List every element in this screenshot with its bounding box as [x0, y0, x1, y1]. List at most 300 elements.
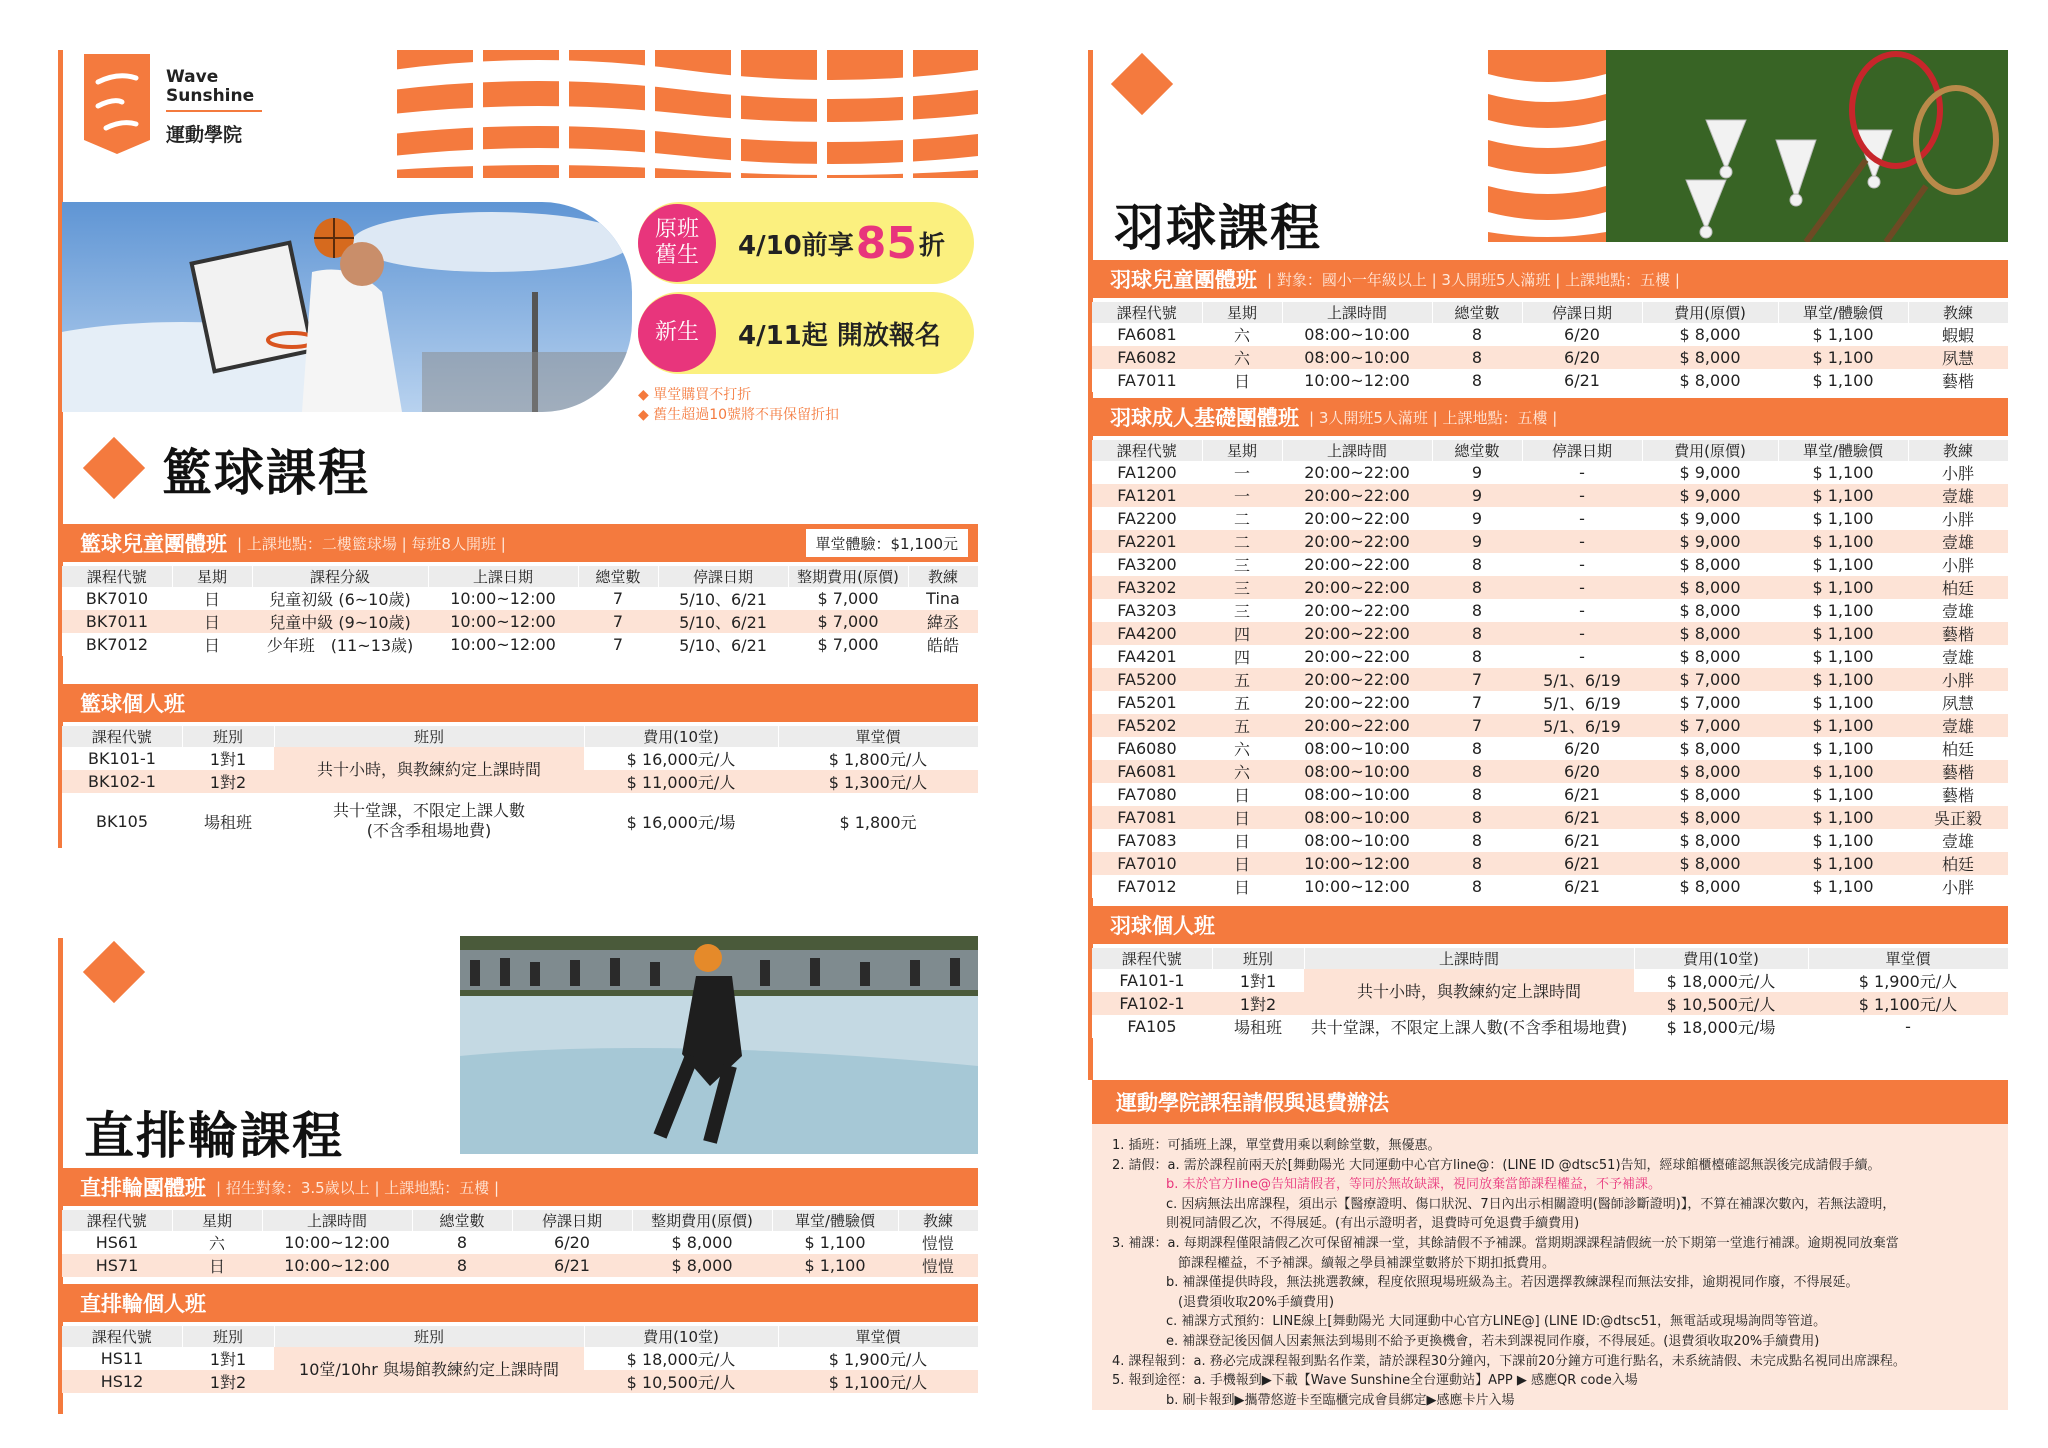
col-header: 總堂數	[1432, 302, 1522, 323]
skating-private-header	[62, 1284, 978, 1322]
policy-list	[1112, 1136, 1992, 1410]
cell: 1對2	[182, 1370, 274, 1393]
col-header: 上課時間	[1282, 302, 1432, 323]
cell: 20:00~22:00	[1282, 553, 1432, 576]
cell: 10:00~12:00	[262, 1231, 412, 1254]
policy-line: c. 補課方式預約：LINE線上[舞動陽光 大同運動中心官方LINE@] (LINE ID:@dtsc51，無電話或現場詢問等管道。	[1166, 1314, 1827, 1330]
cell: $ 16,000元/人	[584, 747, 778, 770]
table-row	[62, 1254, 978, 1277]
cell: 1對1	[1212, 969, 1304, 992]
cell: 柏廷	[1908, 576, 2008, 599]
cell: 5/1、6/19	[1522, 691, 1642, 714]
cell: 緯丞	[908, 610, 978, 633]
cell: FA4200	[1092, 622, 1202, 645]
cell: -	[1522, 507, 1642, 530]
col-header: 星期	[172, 1210, 262, 1231]
col-header: 星期	[1202, 440, 1282, 461]
cell: 7	[1432, 691, 1522, 714]
bar-title: 直排輪團體班	[80, 1176, 206, 1200]
cell: FA7011	[1092, 369, 1202, 392]
col-header: 停課日期	[1522, 302, 1642, 323]
cell: 6/21	[1522, 783, 1642, 806]
col-header: 上課時間	[1304, 948, 1634, 969]
cell: FA6080	[1092, 737, 1202, 760]
cell: FA3200	[1092, 553, 1202, 576]
col-header: 整期費用(原價)	[632, 1210, 772, 1231]
cell: -	[1522, 484, 1642, 507]
cell: 20:00~22:00	[1282, 691, 1432, 714]
cell: 5/10、6/21	[658, 610, 788, 633]
cell: $ 8,000	[1642, 622, 1778, 645]
rental-desc-1: 共十堂課，不限定上課人數	[332, 801, 525, 820]
col-header: 整期費用(原價)	[788, 566, 908, 587]
table-row	[1092, 1015, 2008, 1038]
cell: $ 8,000	[1642, 369, 1778, 392]
cell: 5/1、6/19	[1522, 668, 1642, 691]
cell: FA101-1	[1092, 969, 1212, 992]
cell: 6/21	[1522, 829, 1642, 852]
cell: 一	[1202, 461, 1282, 484]
cell: FA105	[1092, 1015, 1212, 1038]
cell: -	[1522, 576, 1642, 599]
cell: $ 1,100	[1778, 323, 1908, 346]
promo-notes	[638, 385, 839, 425]
cell: 8	[1432, 852, 1522, 875]
cell: FA7010	[1092, 852, 1202, 875]
cell: $ 10,500元/人	[584, 1370, 778, 1393]
col-header: 上課時間	[262, 1210, 412, 1231]
cell: 8	[1432, 829, 1522, 852]
cell: $ 1,100	[1778, 599, 1908, 622]
cell: $ 1,800元	[778, 793, 978, 849]
cell: $ 18,000元/人	[1634, 969, 1808, 992]
col-header: 停課日期	[512, 1210, 632, 1231]
cell: $ 1,100	[1778, 829, 1908, 852]
cell: 場租班	[182, 793, 274, 849]
table-row	[1092, 484, 2008, 507]
brand-subtitle: 運動學院	[166, 124, 243, 146]
badminton-private-table	[1092, 948, 2009, 1038]
promo-note: ◆ 舊生超過10號將不再保留折扣	[638, 407, 840, 423]
table-row	[62, 633, 978, 656]
cell: HS11	[62, 1347, 182, 1370]
cell: 少年班 (11~13歲)	[252, 633, 428, 656]
col-header: 課程代號	[62, 1326, 182, 1347]
cell: 7	[578, 610, 658, 633]
cell: $ 1,100	[1778, 760, 1908, 783]
cell: $ 1,100	[1778, 806, 1908, 829]
col-header: 課程代號	[62, 566, 172, 587]
cell: $ 16,000元/場	[584, 793, 778, 849]
col-header: 費用(10堂)	[584, 726, 778, 747]
cell: 三	[1202, 576, 1282, 599]
cell: 六	[1202, 760, 1282, 783]
cell: BK101-1	[62, 747, 182, 770]
cell: HS12	[62, 1370, 182, 1393]
cell: FA1201	[1092, 484, 1202, 507]
cell: 08:00~10:00	[1282, 346, 1432, 369]
table-row	[1092, 461, 2008, 484]
cell: 10:00~12:00	[1282, 369, 1432, 392]
cell: 8	[1432, 553, 1522, 576]
cell: -	[1522, 622, 1642, 645]
cell: BK102-1	[62, 770, 182, 793]
cell: 7	[578, 587, 658, 610]
brand-logo	[84, 54, 314, 162]
cell: -	[1522, 530, 1642, 553]
cell: 日	[1202, 783, 1282, 806]
cell: $ 1,100	[1778, 461, 1908, 484]
col-header: 單堂/體驗價	[1778, 440, 1908, 461]
policy-section	[1092, 1080, 2008, 1410]
right-page	[1088, 50, 2008, 1412]
cell: 日	[1202, 806, 1282, 829]
wave-logo-icon	[84, 54, 150, 154]
cell: 夙慧	[1908, 346, 2008, 369]
section-title-basketball: 籃球課程	[162, 444, 370, 502]
cell: 8	[1432, 346, 1522, 369]
table-row	[1092, 346, 2008, 369]
skating-group-table	[62, 1210, 979, 1277]
cell: 10堂/10hr 與場館教練約定上課時間	[274, 1347, 584, 1393]
cell: $ 9,000	[1642, 530, 1778, 553]
cell: 藝楷	[1908, 760, 2008, 783]
policy-line: b. 未於官方line@告知請假者，等同於無故缺課，視同放棄當節課程權益，不予補課。	[1166, 1177, 1661, 1193]
col-header: 單堂/體驗價	[1778, 302, 1908, 323]
promo-text-pre: 4/10前享	[738, 230, 854, 261]
cell: 08:00~10:00	[1282, 806, 1432, 829]
cell: $ 1,100	[1778, 576, 1908, 599]
cell: $ 8,000	[1642, 553, 1778, 576]
cell: $ 8,000	[1642, 346, 1778, 369]
cell: $ 1,300元/人	[778, 770, 978, 793]
cell: 20:00~22:00	[1282, 484, 1432, 507]
trial-price-badge: 單堂體驗：$1,100元	[806, 529, 969, 557]
cell: 6/21	[1522, 852, 1642, 875]
basketball-hero-photo	[62, 202, 632, 412]
col-header: 班別	[274, 1326, 584, 1347]
diamond-icon	[1111, 53, 1173, 115]
cell: $ 8,000	[1642, 852, 1778, 875]
cell: $ 1,100	[1778, 369, 1908, 392]
table-row	[1092, 969, 2008, 992]
badminton-adult-header	[1092, 398, 2008, 436]
col-header: 費用(原價)	[1642, 302, 1778, 323]
promo-badge	[638, 204, 716, 282]
cell: 壹雄	[1908, 829, 2008, 852]
cell: 柏廷	[1908, 852, 2008, 875]
cell: 四	[1202, 622, 1282, 645]
cell: 日	[172, 633, 252, 656]
cell: 20:00~22:00	[1282, 461, 1432, 484]
col-header: 教練	[908, 566, 978, 587]
cell: 8	[1432, 737, 1522, 760]
cell: 壹雄	[1908, 484, 2008, 507]
cell: 壹雄	[1908, 599, 2008, 622]
cell: FA7012	[1092, 875, 1202, 898]
cell: 四	[1202, 645, 1282, 668]
cell: 共十堂課，不限定上課人數(不含季租場地費)	[1304, 1015, 1634, 1038]
section-title-badminton: 羽球課程	[1114, 199, 1322, 257]
policy-line: 則視同請假乙次，不得展延。(有出示證明者，退費時可免退費手續費用)	[1166, 1216, 1580, 1232]
cell: 8	[1432, 622, 1522, 645]
policy-line: 1. 插班：可插班上課，單堂費用乘以剩餘堂數，無優惠。	[1112, 1138, 1441, 1153]
skating-group-header	[62, 1168, 978, 1206]
cell: $ 8,000	[1642, 599, 1778, 622]
promo-text: 4/11起 開放報名	[738, 320, 941, 351]
cell: 8	[1432, 576, 1522, 599]
col-header: 費用(原價)	[1642, 440, 1778, 461]
cell: 6/20	[1522, 760, 1642, 783]
cell: 兒童中級 (9~10歲)	[252, 610, 428, 633]
badminton-kids-table	[1092, 302, 2009, 392]
cell: $ 8,000	[1642, 323, 1778, 346]
cell: 小胖	[1908, 668, 2008, 691]
col-header: 上課日期	[428, 566, 578, 587]
col-header: 停課日期	[658, 566, 788, 587]
cell: 日	[172, 610, 252, 633]
cell: 20:00~22:00	[1282, 668, 1432, 691]
table-row	[62, 747, 978, 770]
cell: 20:00~22:00	[1282, 530, 1432, 553]
cell: 20:00~22:00	[1282, 714, 1432, 737]
table-row	[62, 610, 978, 633]
col-header: 課程分級	[252, 566, 428, 587]
cell: $ 8,000	[1642, 576, 1778, 599]
col-header: 班別	[182, 1326, 274, 1347]
cell: 10:00~12:00	[428, 633, 578, 656]
cell: 藝楷	[1908, 369, 2008, 392]
cell: 二	[1202, 530, 1282, 553]
col-header: 班別	[1212, 948, 1304, 969]
cell: Tina	[908, 587, 978, 610]
section-title-skating: 直排輪課程	[84, 1107, 344, 1165]
cell: 六	[1202, 346, 1282, 369]
cell: 6/21	[1522, 369, 1642, 392]
cell: 8	[1432, 806, 1522, 829]
promo-badge-line2: 舊生	[654, 243, 699, 268]
col-header: 總堂數	[1432, 440, 1522, 461]
cell: 6/20	[1522, 737, 1642, 760]
cell: 小胖	[1908, 461, 2008, 484]
promo-text-post: 折	[919, 230, 946, 261]
table-row	[62, 1231, 978, 1254]
cell: 6/20	[1522, 323, 1642, 346]
cell: 場租班	[1212, 1015, 1304, 1038]
col-header: 課程代號	[1092, 948, 1212, 969]
cell: $ 1,100	[1778, 346, 1908, 369]
cell: 6/21	[512, 1254, 632, 1277]
cell: 8	[412, 1231, 512, 1254]
cell: 日	[1202, 369, 1282, 392]
cell: $ 9,000	[1642, 507, 1778, 530]
skating-photo	[460, 936, 978, 1154]
col-header: 課程代號	[62, 726, 182, 747]
policy-line: e. 補課登記後因個人因素無法到場則不給予更換機會，若未到課視同作廢，不得展延。(退費須收取20%手續費用)	[1166, 1333, 1820, 1349]
table-row	[1092, 714, 2008, 737]
cell: 蝦蝦	[1908, 323, 2008, 346]
policy-line: b. 刷卡報到▶攜帶悠遊卡至臨櫃完成會員綁定▶感應卡片入場	[1166, 1392, 1515, 1408]
cell: $ 18,000元/場	[1634, 1015, 1808, 1038]
cell: $ 1,100	[1778, 645, 1908, 668]
cell: -	[1808, 1015, 2008, 1038]
cell: 藝楷	[1908, 622, 2008, 645]
cell: 08:00~10:00	[1282, 737, 1432, 760]
cell: $ 10,500元/人	[1634, 992, 1808, 1015]
cell: $ 9,000	[1642, 461, 1778, 484]
cell: FA3203	[1092, 599, 1202, 622]
diamond-icon	[83, 437, 145, 499]
cell: 1對1	[182, 1347, 274, 1370]
cell: 六	[1202, 323, 1282, 346]
cell: 日	[1202, 875, 1282, 898]
cell: 8	[1432, 783, 1522, 806]
brand-name-2: Sunshine	[166, 86, 255, 106]
table-row	[1092, 323, 2008, 346]
cell: 8	[1432, 323, 1522, 346]
cell: $ 8,000	[1642, 760, 1778, 783]
policy-line: 5. 報到途徑：a. 手機報到▶下載【Wave Sunshine全台運動站】APP ▶ 感應QR code入場	[1112, 1373, 1638, 1389]
cell: 20:00~22:00	[1282, 622, 1432, 645]
table-row	[1092, 507, 2008, 530]
col-header: 單堂/體驗價	[772, 1210, 898, 1231]
cell: BK7012	[62, 633, 172, 656]
col-header: 費用(10堂)	[584, 1326, 778, 1347]
policy-line: 3. 補課：a. 每期課程僅限請假乙次可保留補課一堂，其餘請假不予補課。當期期課課程請假統一於下期第一堂進行補課。逾期視同放棄當	[1112, 1235, 1899, 1251]
policy-line: 4. 課程報到：a. 務必完成課程報到點名作業，請於課程30分鐘內，下課前20分鐘方可進行點名，未系統請假、未完成點名視同出席課程。	[1112, 1353, 1906, 1369]
cell: 8	[1432, 760, 1522, 783]
col-header: 星期	[172, 566, 252, 587]
cell: 9	[1432, 530, 1522, 553]
policy-line: c. 因病無法出席課程，須出示【醫療證明、傷口狀況、7日內出示相關證明(醫師診斷證明)】，不算在補課次數內，若無法證明，	[1166, 1196, 1896, 1212]
cell: FA7081	[1092, 806, 1202, 829]
cell: 8	[1432, 875, 1522, 898]
table-row	[62, 793, 978, 849]
cell: 1對2	[182, 770, 274, 793]
cell: 5/10、6/21	[658, 633, 788, 656]
cell: 壹雄	[1908, 530, 2008, 553]
cell: 愷愷	[898, 1254, 978, 1277]
col-header: 總堂數	[412, 1210, 512, 1231]
cell: 9	[1432, 461, 1522, 484]
cell: -	[1522, 599, 1642, 622]
cell: 1對1	[182, 747, 274, 770]
cell: 10:00~12:00	[1282, 852, 1432, 875]
cell: 五	[1202, 714, 1282, 737]
badminton-photo	[1606, 50, 2008, 242]
cell: -	[1522, 461, 1642, 484]
cell: 8	[1432, 645, 1522, 668]
bar-title: 籃球個人班	[80, 692, 185, 716]
col-header: 停課日期	[1522, 440, 1642, 461]
cell: $ 1,100	[1778, 714, 1908, 737]
bar-meta: | 上課地點：二樓籃球場 | 每班8人開班 |	[237, 534, 506, 553]
cell: $ 7,000	[788, 610, 908, 633]
brand-name-1: Wave	[166, 67, 219, 87]
bar-title: 籃球兒童團體班	[80, 532, 227, 556]
table-row	[1092, 645, 2008, 668]
col-header: 課程代號	[1092, 302, 1202, 323]
rental-desc-2: (不含季租場地費)	[366, 821, 492, 840]
table-row	[1092, 852, 2008, 875]
cell: $ 7,000	[788, 633, 908, 656]
cell: 夙慧	[1908, 691, 2008, 714]
bar-title: 羽球兒童團體班	[1110, 268, 1257, 292]
cell: FA1200	[1092, 461, 1202, 484]
cell: $ 1,100	[1778, 507, 1908, 530]
cell: 08:00~10:00	[1282, 323, 1432, 346]
badminton-private-header	[1092, 906, 2008, 944]
policy-title: 運動學院課程請假與退費辦法	[1092, 1080, 2008, 1124]
cell: $ 1,100	[1778, 668, 1908, 691]
col-header: 班別	[274, 726, 584, 747]
cell: 日	[1202, 852, 1282, 875]
cell: 三	[1202, 599, 1282, 622]
table-row	[1092, 806, 2008, 829]
cell: FA4201	[1092, 645, 1202, 668]
basketball-group-table	[62, 566, 979, 656]
cell: 日	[172, 1254, 262, 1277]
table-row	[1092, 829, 2008, 852]
cell: 7	[578, 633, 658, 656]
cell: 愷愷	[898, 1231, 978, 1254]
cell: $ 7,000	[1642, 714, 1778, 737]
table-row	[62, 587, 978, 610]
cell: 9	[1432, 507, 1522, 530]
col-header: 總堂數	[578, 566, 658, 587]
cell: FA5202	[1092, 714, 1202, 737]
cell: $ 1,100	[1778, 622, 1908, 645]
cell: 7	[1432, 668, 1522, 691]
cell: 10:00~12:00	[262, 1254, 412, 1277]
left-page	[58, 50, 978, 1412]
cell: $ 1,900元/人	[778, 1347, 978, 1370]
cell: $ 1,100	[1778, 783, 1908, 806]
cell: 六	[1202, 737, 1282, 760]
cell: $ 1,100	[1778, 875, 1908, 898]
cell: 7	[1432, 714, 1522, 737]
cell: $ 8,000	[1642, 737, 1778, 760]
promo-note: ◆ 單堂購買不打折	[638, 387, 752, 403]
policy-line: b. 補課僅提供時段，無法挑選教練，程度依照現場班級為主。若因選擇教練課程而無法安排，逾期視同作廢，不得展延。	[1166, 1275, 1859, 1291]
cell: $ 1,100	[1778, 484, 1908, 507]
col-header: 課程代號	[1092, 440, 1202, 461]
cell: $ 1,100	[1778, 852, 1908, 875]
cell: FA6082	[1092, 346, 1202, 369]
cell: FA6081	[1092, 760, 1202, 783]
cell: 柏廷	[1908, 737, 2008, 760]
cell: 一	[1202, 484, 1282, 507]
bar-meta: | 3人開班5人滿班 | 上課地點：五樓 |	[1309, 408, 1558, 427]
cell: 20:00~22:00	[1282, 645, 1432, 668]
cell: 6/21	[1522, 875, 1642, 898]
cell: 08:00~10:00	[1282, 783, 1432, 806]
col-header: 教練	[898, 1210, 978, 1231]
col-header: 單堂價	[778, 1326, 978, 1347]
cell: BK7011	[62, 610, 172, 633]
cell: 五	[1202, 668, 1282, 691]
bar-title: 直排輪個人班	[80, 1292, 206, 1316]
cell: $ 9,000	[1642, 484, 1778, 507]
cell: $ 18,000元/人	[584, 1347, 778, 1370]
cell: -	[1522, 553, 1642, 576]
cell: $ 8,000	[1642, 829, 1778, 852]
cell: 9	[1432, 484, 1522, 507]
cell: 壹雄	[1908, 645, 2008, 668]
decorative-wave-pattern	[392, 50, 978, 178]
cell: HS71	[62, 1254, 172, 1277]
col-header: 課程代號	[62, 1210, 172, 1231]
